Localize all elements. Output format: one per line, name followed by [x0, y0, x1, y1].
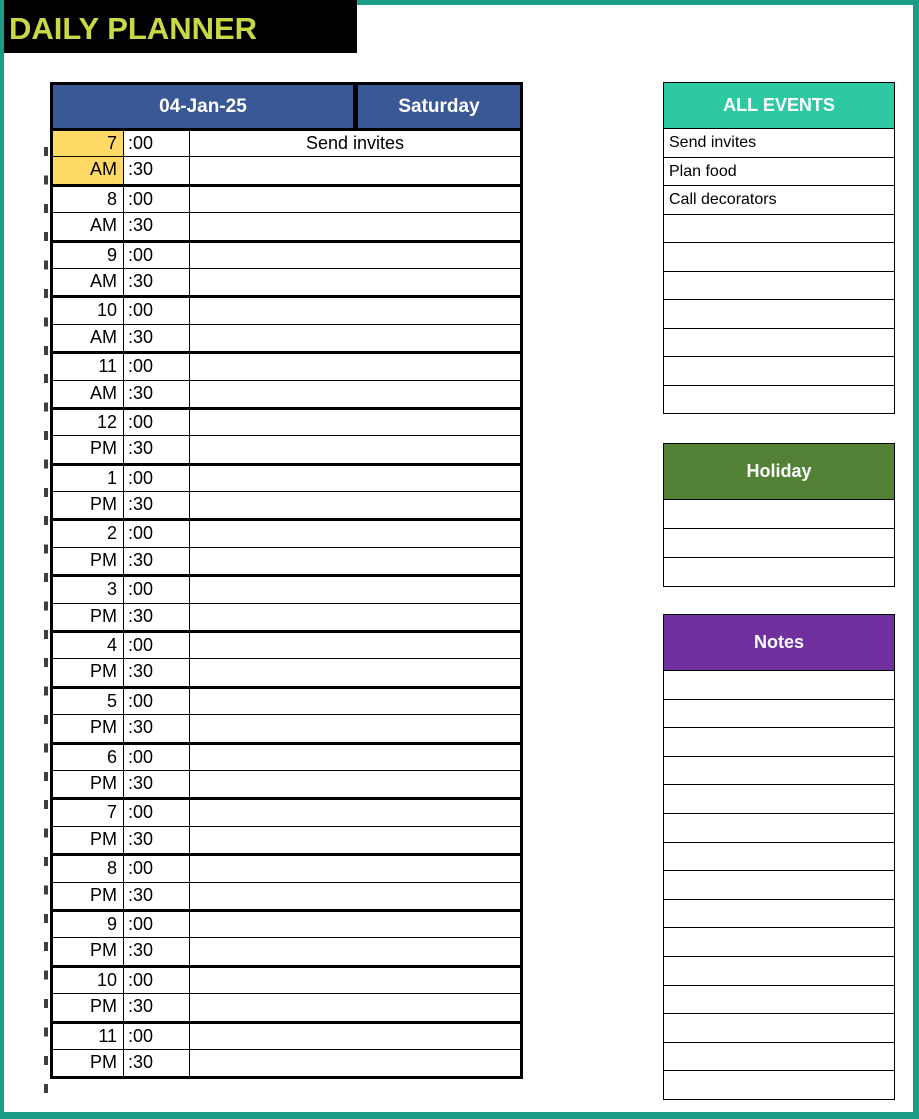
event-list-item[interactable]	[664, 271, 894, 300]
hour-group-11am	[53, 354, 520, 410]
event-cell[interactable]	[190, 689, 520, 714]
meridiem-label: PM	[53, 548, 124, 574]
hour-label: 3	[53, 577, 124, 602]
time-row	[53, 912, 520, 938]
hour-group-9pm	[53, 912, 520, 968]
event-cell[interactable]	[190, 213, 520, 239]
hour-group-2pm	[53, 521, 520, 577]
event-list-item[interactable]	[664, 356, 894, 385]
meridiem-label: PM	[53, 604, 124, 630]
notes-panel	[663, 614, 895, 1100]
event-cell[interactable]	[190, 938, 520, 964]
note-list-item[interactable]	[664, 870, 894, 899]
event-cell[interactable]	[190, 410, 520, 435]
holiday-list-item[interactable]	[664, 499, 894, 528]
hour-group-1pm	[53, 466, 520, 522]
notes-header: Notes	[664, 615, 894, 670]
time-row	[53, 410, 520, 436]
minute-label: :30	[124, 771, 190, 797]
event-cell[interactable]	[190, 715, 520, 741]
meridiem-label: PM	[53, 1050, 124, 1076]
minute-label: :00	[124, 131, 190, 156]
minute-label: :00	[124, 354, 190, 379]
event-cell[interactable]: Send invites	[305, 133, 405, 153]
minute-label: :00	[124, 856, 190, 881]
event-cell[interactable]	[190, 577, 520, 602]
time-row	[53, 745, 520, 771]
clipped-row-numbers	[44, 132, 48, 1094]
meridiem-label: AM	[53, 381, 124, 407]
minute-label: :30	[124, 994, 190, 1020]
hour-label: 11	[53, 1024, 124, 1049]
note-list-item[interactable]	[664, 813, 894, 842]
hour-group-10am	[53, 298, 520, 354]
hour-label: 11	[53, 354, 124, 379]
hour-group-9am	[53, 243, 520, 299]
time-row	[53, 354, 520, 380]
note-list-item[interactable]	[664, 727, 894, 756]
hour-group-11pm	[53, 1024, 520, 1077]
time-row	[53, 269, 520, 295]
note-list-item[interactable]	[664, 842, 894, 871]
minute-label: :30	[124, 269, 190, 295]
hour-label: 5	[53, 689, 124, 714]
note-list-item[interactable]	[664, 927, 894, 956]
minute-label: :00	[124, 633, 190, 658]
hour-group-3pm	[53, 577, 520, 633]
event-list-item[interactable]: Call decorators	[664, 185, 894, 214]
time-row	[53, 577, 520, 603]
event-cell[interactable]	[190, 157, 520, 183]
meridiem-label: AM	[53, 213, 124, 239]
event-cell[interactable]	[190, 243, 520, 268]
time-row	[53, 856, 520, 882]
note-list-item[interactable]	[664, 1070, 894, 1099]
minute-label: :30	[124, 213, 190, 239]
time-row	[53, 1050, 520, 1076]
minute-label: :30	[124, 381, 190, 407]
hour-label: 9	[53, 912, 124, 937]
all-events-header: ALL EVENTS	[664, 83, 894, 128]
minute-label: :30	[124, 1050, 190, 1076]
minute-label: :30	[124, 659, 190, 685]
meridiem-label: PM	[53, 994, 124, 1020]
minute-label: :30	[124, 325, 190, 351]
time-row	[53, 968, 520, 994]
time-row	[53, 548, 520, 574]
meridiem-label: PM	[53, 715, 124, 741]
time-row	[53, 689, 520, 715]
hour-label: 7	[53, 131, 124, 156]
time-row	[53, 604, 520, 630]
time-row	[53, 213, 520, 239]
event-cell[interactable]	[190, 659, 520, 685]
event-list-item[interactable]	[664, 328, 894, 357]
hour-group-8am	[53, 187, 520, 243]
event-cell[interactable]	[190, 548, 520, 574]
event-cell[interactable]	[190, 745, 520, 770]
meridiem-label: PM	[53, 492, 124, 518]
title-bar	[4, 0, 357, 53]
note-list-item[interactable]	[664, 956, 894, 985]
hour-group-7am	[53, 131, 520, 187]
meridiem-label: AM	[53, 269, 124, 295]
minute-label: :30	[124, 827, 190, 853]
meridiem-label: PM	[53, 827, 124, 853]
hour-label: 2	[53, 521, 124, 546]
note-list-item[interactable]	[664, 899, 894, 928]
minute-label: :00	[124, 689, 190, 714]
hour-label: 12	[53, 410, 124, 435]
event-cell[interactable]	[190, 856, 520, 881]
event-list-item[interactable]	[664, 214, 894, 243]
holiday-panel	[663, 443, 895, 587]
note-list-item[interactable]	[664, 756, 894, 785]
note-list-item[interactable]	[664, 670, 894, 699]
all-events-rows	[664, 128, 894, 413]
event-cell[interactable]	[190, 492, 520, 518]
minute-label: :30	[124, 604, 190, 630]
minute-label: :00	[124, 912, 190, 937]
time-row	[53, 157, 520, 183]
hour-group-4pm	[53, 633, 520, 689]
event-list-item[interactable]: Plan food	[664, 157, 894, 186]
minute-label: :00	[124, 1024, 190, 1049]
time-row	[53, 659, 520, 685]
minute-label: :30	[124, 492, 190, 518]
event-list-item[interactable]: Send invites	[664, 128, 894, 157]
minute-label: :00	[124, 968, 190, 993]
time-row	[53, 492, 520, 518]
hour-group-10pm	[53, 968, 520, 1024]
time-row	[53, 521, 520, 547]
note-list-item[interactable]	[664, 784, 894, 813]
event-cell[interactable]	[190, 1024, 520, 1049]
minute-label: :00	[124, 243, 190, 268]
minute-label: :00	[124, 521, 190, 546]
page-title: DAILY PLANNER	[9, 10, 258, 46]
event-cell[interactable]	[190, 827, 520, 853]
event-list-item[interactable]	[664, 385, 894, 414]
time-row	[53, 298, 520, 324]
event-cell[interactable]	[190, 968, 520, 993]
event-cell[interactable]	[190, 771, 520, 797]
time-row	[53, 187, 520, 213]
time-row	[53, 771, 520, 797]
note-list-item[interactable]	[664, 1013, 894, 1042]
minute-label: :00	[124, 298, 190, 323]
event-cell[interactable]	[190, 521, 520, 546]
date-header-cell[interactable]: 04-Jan-25	[159, 95, 247, 117]
hour-label: 8	[53, 187, 124, 212]
hour-label: 6	[53, 745, 124, 770]
hour-group-8pm	[53, 856, 520, 912]
minute-label: :30	[124, 715, 190, 741]
planner-header-row	[53, 85, 520, 131]
minute-label: :00	[124, 410, 190, 435]
meridiem-label: AM	[53, 325, 124, 351]
time-row	[53, 715, 520, 741]
time-row	[53, 1024, 520, 1050]
time-row	[53, 827, 520, 853]
time-row	[53, 883, 520, 909]
minute-label: :00	[124, 577, 190, 602]
holiday-rows	[664, 499, 894, 586]
time-row	[53, 243, 520, 269]
meridiem-label: PM	[53, 938, 124, 964]
hour-label: 8	[53, 856, 124, 881]
hour-group-6pm	[53, 745, 520, 801]
minute-label: :30	[124, 157, 190, 183]
time-row	[53, 938, 520, 964]
event-cell[interactable]	[190, 604, 520, 630]
note-list-item[interactable]	[664, 699, 894, 728]
daily-planner-table	[50, 82, 523, 1079]
event-cell[interactable]	[190, 325, 520, 351]
minute-label: :00	[124, 187, 190, 212]
minute-label: :00	[124, 800, 190, 825]
minute-label: :00	[124, 466, 190, 491]
event-cell[interactable]	[190, 994, 520, 1020]
day-header-cell[interactable]: Saturday	[398, 95, 480, 117]
time-row	[53, 381, 520, 407]
note-list-item[interactable]	[664, 985, 894, 1014]
meridiem-label: PM	[53, 659, 124, 685]
event-list-item[interactable]	[664, 299, 894, 328]
minute-label: :30	[124, 436, 190, 462]
minute-label: :30	[124, 883, 190, 909]
hour-label: 9	[53, 243, 124, 268]
event-cell[interactable]	[190, 883, 520, 909]
minute-label: :00	[124, 745, 190, 770]
hour-group-12pm	[53, 410, 520, 466]
event-cell[interactable]	[190, 633, 520, 658]
note-list-item[interactable]	[664, 1042, 894, 1071]
event-cell[interactable]	[190, 912, 520, 937]
event-cell[interactable]	[190, 466, 520, 491]
time-row	[53, 466, 520, 492]
event-cell[interactable]	[190, 436, 520, 462]
event-cell[interactable]	[190, 354, 520, 379]
meridiem-label: PM	[53, 883, 124, 909]
notes-rows	[664, 670, 894, 1099]
hour-label: 10	[53, 298, 124, 323]
minute-label: :30	[124, 548, 190, 574]
holiday-list-item[interactable]	[664, 528, 894, 557]
event-cell[interactable]	[190, 800, 520, 825]
time-row	[53, 994, 520, 1020]
hour-label: 4	[53, 633, 124, 658]
event-cell[interactable]	[190, 298, 520, 323]
hour-label: 1	[53, 466, 124, 491]
time-row	[53, 436, 520, 462]
minute-label: :30	[124, 938, 190, 964]
time-row	[53, 325, 520, 351]
holiday-header: Holiday	[664, 444, 894, 499]
hour-group-7pm	[53, 800, 520, 856]
time-slot-rows	[53, 131, 520, 1076]
holiday-list-item[interactable]	[664, 557, 894, 586]
hour-label: 7	[53, 800, 124, 825]
time-row	[53, 800, 520, 826]
event-cell[interactable]	[190, 1050, 520, 1076]
hour-group-5pm	[53, 689, 520, 745]
event-cell[interactable]	[190, 381, 520, 407]
all-events-panel	[663, 82, 895, 414]
meridiem-label: PM	[53, 436, 124, 462]
event-cell[interactable]	[190, 269, 520, 295]
time-row	[53, 633, 520, 659]
meridiem-label: PM	[53, 771, 124, 797]
event-list-item[interactable]	[664, 242, 894, 271]
event-cell[interactable]	[190, 187, 520, 212]
hour-label: 10	[53, 968, 124, 993]
time-row	[53, 131, 520, 157]
meridiem-label: AM	[53, 157, 124, 183]
